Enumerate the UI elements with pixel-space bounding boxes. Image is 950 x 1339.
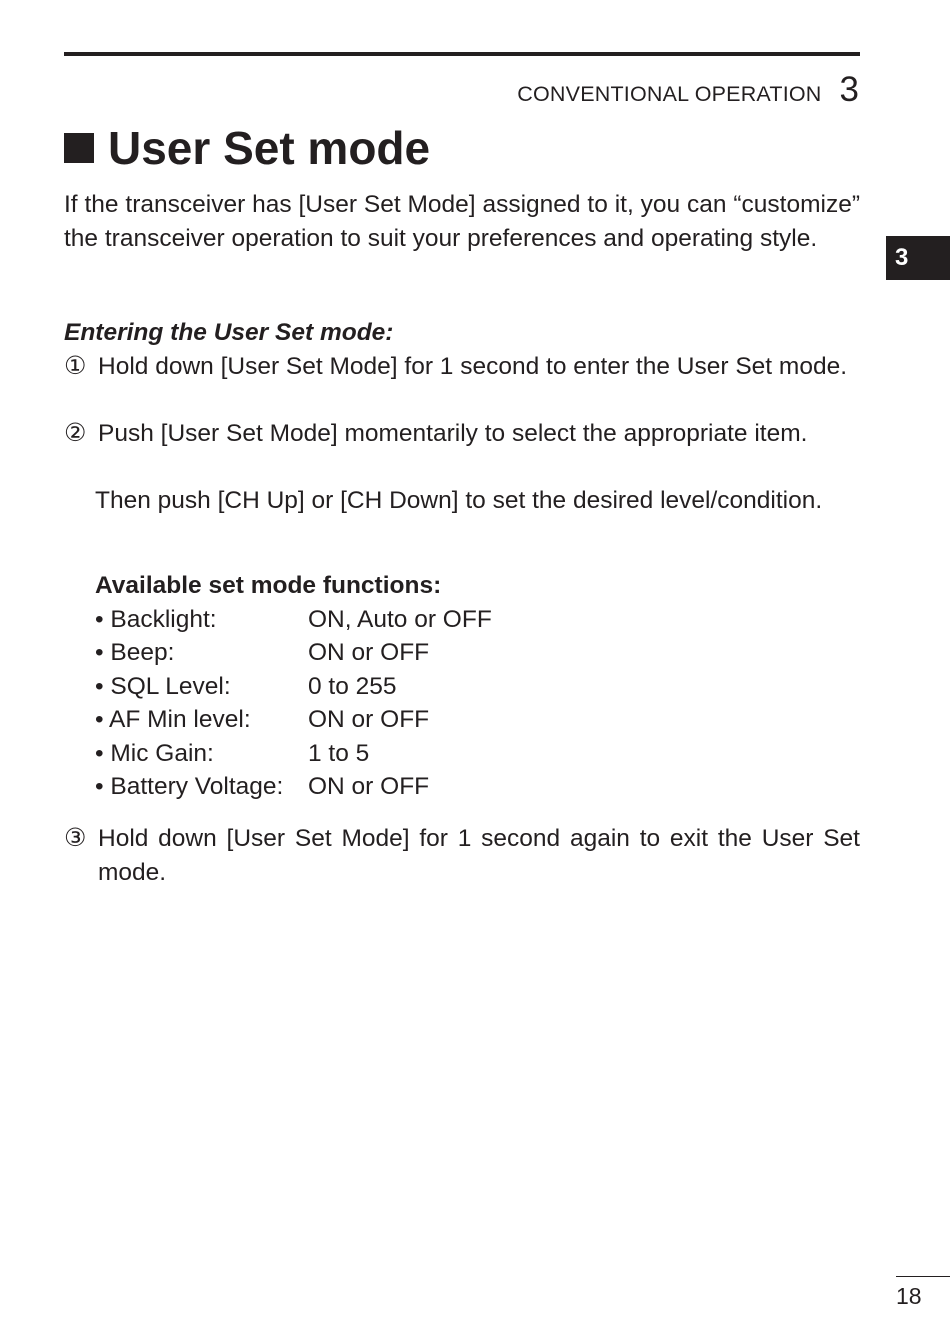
chapter-tab: 3: [886, 236, 950, 280]
function-name: • SQL Level:: [95, 672, 231, 700]
function-name: • Battery Voltage:: [95, 773, 284, 800]
procedure-heading: Entering the User Set mode:: [64, 319, 394, 346]
function-name: • Mic Gain:: [95, 739, 214, 767]
step-2: [64, 417, 860, 451]
step-1: [64, 350, 860, 384]
chapter-name: CONVENTIONAL OPERATION: [517, 82, 822, 106]
function-name: • Backlight:: [95, 605, 217, 633]
list-item: [95, 670, 492, 704]
step-text: Push [User Set Mode] momentarily to select the appropriate item.: [98, 420, 808, 447]
chapter-header: [517, 70, 859, 110]
functions-list: [95, 569, 492, 804]
step-3: [64, 822, 860, 889]
step-text: Hold down [User Set Mode] for 1 second again to exit the User Set mode.: [98, 825, 860, 886]
intro-paragraph: If the transceiver has [User Set Mode] assigned to it, you can “customize” the transceiver operation to suit your preferences and operating style.: [64, 191, 860, 252]
header-rule: [64, 52, 860, 56]
list-item: [95, 636, 492, 670]
function-value: 1 to 5: [308, 739, 370, 767]
section-title-text: User Set mode: [108, 122, 431, 174]
chapter-number: 3: [839, 70, 859, 109]
step-number: ①: [64, 352, 87, 380]
list-item: [95, 770, 492, 804]
function-value: 0 to 255: [308, 672, 397, 700]
footer-rule: [896, 1276, 950, 1277]
black-square-icon: [64, 133, 94, 163]
function-value: ON or OFF: [308, 706, 430, 733]
list-item: [95, 603, 492, 637]
step-number: ③: [64, 824, 87, 852]
function-value: ON or OFF: [308, 773, 430, 800]
page-number: 18: [896, 1283, 922, 1309]
section-title: [64, 120, 430, 176]
function-name: • AF Min level:: [95, 706, 251, 733]
function-name: • Beep:: [95, 639, 175, 666]
functions-title: Available set mode functions:: [95, 572, 442, 599]
function-value: ON or OFF: [308, 639, 430, 666]
list-item: [95, 703, 492, 737]
step-text: Hold down [User Set Mode] for 1 second to enter the User Set mode.: [98, 353, 847, 380]
step-2-continuation: Then push [CH Up] or [CH Down] to set the desired level/condition.: [95, 487, 823, 514]
function-value: ON, Auto or OFF: [308, 605, 492, 633]
step-number: ②: [64, 419, 87, 447]
list-item: [95, 737, 492, 771]
